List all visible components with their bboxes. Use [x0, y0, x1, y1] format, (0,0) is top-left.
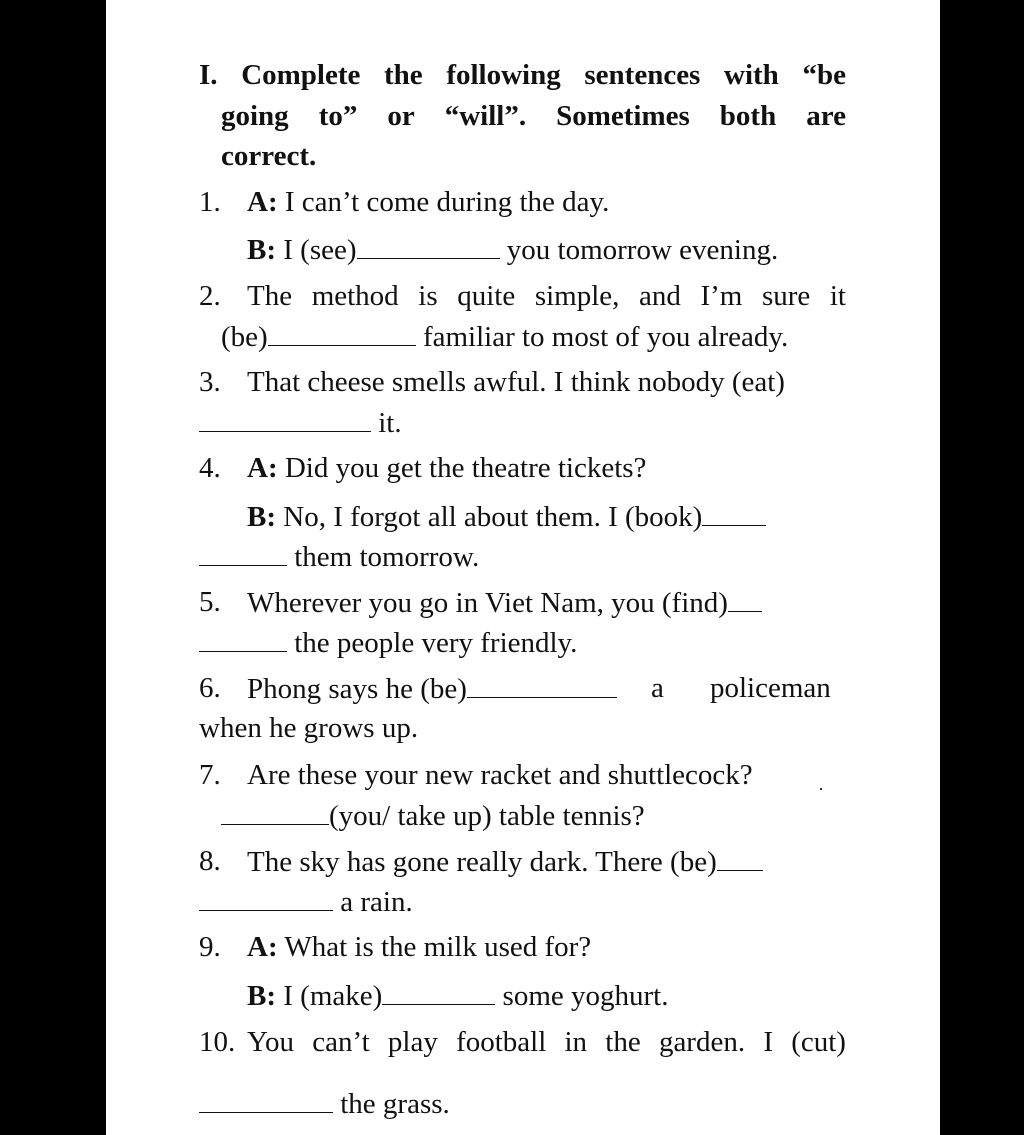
exercise-title-line-2: going to” or “will”. Sometimes both are	[221, 100, 846, 132]
answer-blank[interactable]	[221, 798, 329, 825]
question-8-line-1: The sky has gone really dark. There (be)	[247, 844, 763, 879]
question-6-line-1: Phong says he (be)	[247, 671, 617, 706]
question-1-line-a: A: I can’t come during the day.	[247, 186, 610, 218]
question-1-number: 1.	[199, 186, 221, 218]
answer-blank[interactable]	[728, 585, 762, 612]
question-4-line-b: B: No, I forgot all about them. I (book)	[247, 499, 766, 534]
question-3-line-2: it.	[199, 405, 402, 440]
answer-blank-continued[interactable]	[199, 539, 287, 566]
answer-blank[interactable]	[382, 978, 495, 1005]
exercise-title-line-3: correct.	[221, 140, 317, 172]
answer-blank[interactable]	[199, 405, 371, 432]
answer-blank[interactable]	[717, 844, 763, 871]
question-3-number: 3.	[199, 366, 221, 398]
question-8-number: 8.	[199, 845, 221, 877]
question-10-line-2: the grass.	[199, 1086, 450, 1121]
question-10-number: 10.	[199, 1026, 236, 1058]
question-5-line-1: Wherever you go in Viet Nam, you (find)	[247, 585, 762, 620]
question-4-line-3: them tomorrow.	[199, 539, 479, 574]
question-6-number: 6.	[199, 672, 221, 704]
question-6-word-a: a	[651, 672, 664, 704]
question-2-line-1: The method is quite simple, and I’m sure it	[247, 280, 846, 312]
question-6-word-policeman: policeman	[710, 672, 831, 704]
worksheet-page	[106, 0, 940, 1135]
question-2-line-2: (be) familiar to most of you already.	[221, 321, 789, 353]
question-5-number: 5.	[199, 586, 221, 618]
question-9-line-a: A: What is the milk used for?	[247, 931, 592, 963]
answer-blank-continued[interactable]	[199, 884, 333, 911]
question-3-line-1: That cheese smells awful. I think nobody (eat)	[247, 366, 785, 398]
answer-blank[interactable]	[467, 671, 617, 698]
question-7-line-1: Are these your new racket and shuttlecock?	[247, 759, 753, 791]
question-6-line-2: when he grows up.	[199, 712, 419, 744]
question-1-line-b: B: I (see) you tomorrow evening.	[247, 234, 779, 266]
question-10-line-1: You can’t play football in the garden. I (cut)	[247, 1026, 846, 1058]
question-7-number: 7.	[199, 759, 221, 791]
answer-blank[interactable]	[702, 499, 766, 526]
question-8-line-2: a rain.	[199, 884, 413, 919]
stray-dot-mark	[820, 788, 822, 790]
question-4-number: 4.	[199, 452, 221, 484]
answer-blank[interactable]	[357, 232, 500, 259]
question-7-line-2: (you/ take up) table tennis?	[221, 798, 645, 833]
question-5-line-2: the people very friendly.	[199, 625, 577, 660]
question-9-line-b: B: I (make) some yoghurt.	[247, 980, 669, 1012]
question-9-number: 9.	[199, 931, 221, 963]
answer-blank-continued[interactable]	[199, 625, 287, 652]
question-2-number: 2.	[199, 280, 221, 312]
exercise-title-line-1: I. Complete the following sentences with “be	[199, 59, 846, 91]
answer-blank[interactable]	[268, 319, 416, 346]
question-4-line-a: A: Did you get the theatre tickets?	[247, 452, 647, 484]
answer-blank[interactable]	[199, 1086, 333, 1113]
